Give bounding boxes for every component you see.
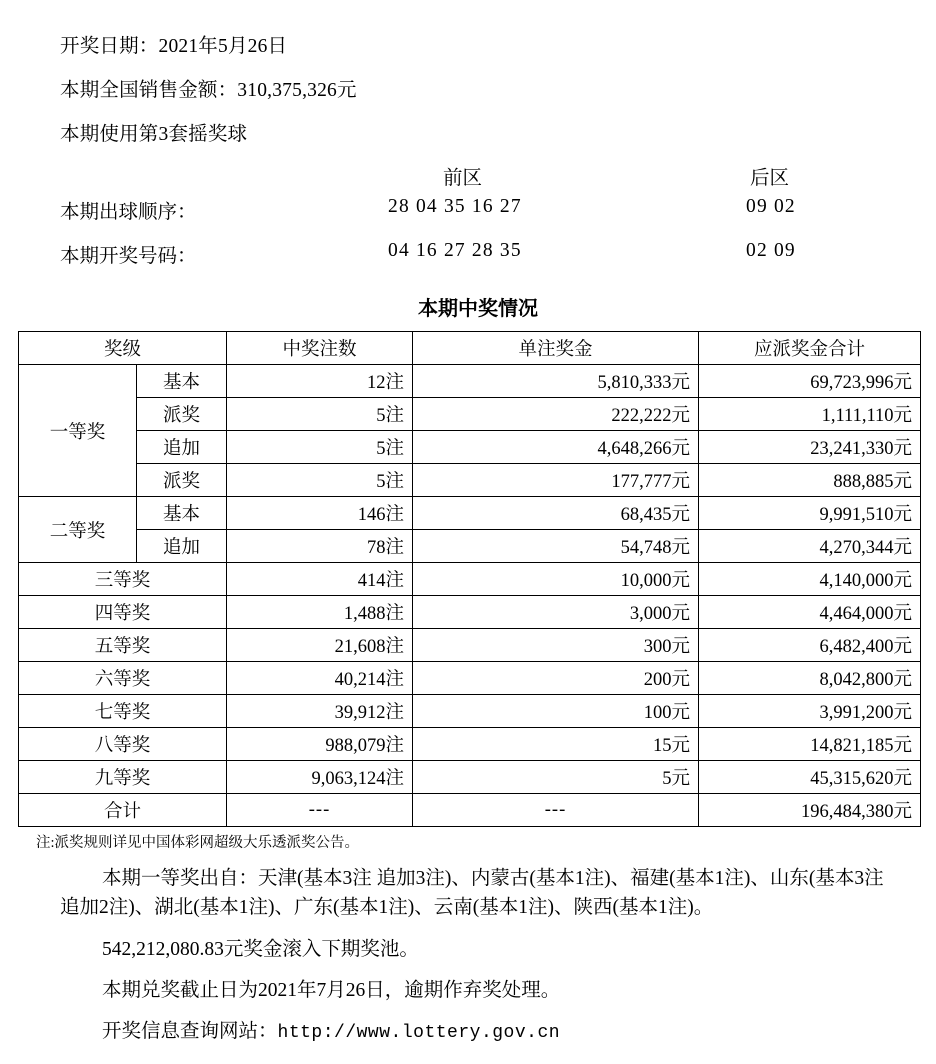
sub-level: 基本 xyxy=(137,497,227,530)
sub-level: 基本 xyxy=(137,365,227,398)
winner-count: 146注 xyxy=(227,497,413,530)
winner-count: 12注 xyxy=(227,365,413,398)
prize-total: 69,723,996元 xyxy=(699,365,921,398)
level-first-prize: 一等奖 xyxy=(19,365,137,497)
prize-each: 3,000元 xyxy=(413,596,699,629)
prize-each: 177,777元 xyxy=(413,464,699,497)
table-row xyxy=(19,761,921,794)
winner-count: 40,214注 xyxy=(227,662,413,695)
level-name: 九等奖 xyxy=(19,761,227,794)
winning-number-back: 02 09 xyxy=(746,240,796,261)
col-header-count: 中奖注数 xyxy=(227,332,413,365)
winner-count: 5注 xyxy=(227,431,413,464)
table-row xyxy=(19,497,921,530)
table-header-row xyxy=(19,332,921,365)
prize-each: 54,748元 xyxy=(413,530,699,563)
table-row xyxy=(19,398,921,431)
prize-total: 196,484,380元 xyxy=(699,794,921,827)
winner-count: 5注 xyxy=(227,464,413,497)
sub-level: 追加 xyxy=(137,431,227,464)
prize-each: 15元 xyxy=(413,728,699,761)
claim-deadline: 本期兑奖截止日为2021年7月26日，逾期作弃奖处理。 xyxy=(102,979,561,1001)
winner-count: 9,063,124注 xyxy=(227,761,413,794)
prize-each: 4,648,266元 xyxy=(413,431,699,464)
level-name: 五等奖 xyxy=(19,629,227,662)
prize-rule-note: 注:派奖规则详见中国体彩网超级大乐透派奖公告。 xyxy=(36,835,360,851)
level-name: 七等奖 xyxy=(19,695,227,728)
table-row xyxy=(19,596,921,629)
prize-total: 23,241,330元 xyxy=(699,431,921,464)
winning-number-front: 04 16 27 28 35 xyxy=(388,240,522,261)
winner-count: 414注 xyxy=(227,563,413,596)
winner-count: 5注 xyxy=(227,398,413,431)
back-zone-label: 后区 xyxy=(750,168,790,189)
first-prize-origin: 本期一等奖出自：天津(基本3注 追加3注)、内蒙古(基本1注)、福建(基本1注)、山东(基本3注 追加2注)、湖北(基本1注)、广东(基本1注)、云南(基本1注)、陕西(基本1注)。 xyxy=(60,868,884,919)
prize-table xyxy=(18,331,921,827)
national-sales-amount: 本期全国销售金额：310,375,326元 xyxy=(60,80,357,101)
prize-total: 8,042,800元 xyxy=(699,662,921,695)
prize-each: 100元 xyxy=(413,695,699,728)
prize-table-title: 本期中奖情况 xyxy=(418,298,538,320)
rollover-amount: 542,212,080.83元奖金滚入下期奖池。 xyxy=(102,938,419,960)
prize-total: 1,111,110元 xyxy=(699,398,921,431)
winner-count: 39,912注 xyxy=(227,695,413,728)
ball-order-label: 本期出球顺序： xyxy=(60,202,197,223)
prize-total: 888,885元 xyxy=(699,464,921,497)
winning-number-label: 本期开奖号码： xyxy=(60,246,197,267)
table-row xyxy=(19,464,921,497)
prize-each: 300元 xyxy=(413,629,699,662)
col-header-level: 奖级 xyxy=(19,332,227,365)
prize-each: 68,435元 xyxy=(413,497,699,530)
draw-date: 开奖日期：2021年5月26日 xyxy=(60,36,288,57)
table-row xyxy=(19,365,921,398)
table-row xyxy=(19,629,921,662)
zone-headers xyxy=(18,162,918,192)
prize-total: 4,140,000元 xyxy=(699,563,921,596)
col-header-total: 应派奖金合计 xyxy=(699,332,921,365)
table-row xyxy=(19,695,921,728)
prize-total: 9,991,510元 xyxy=(699,497,921,530)
level-second-prize: 二等奖 xyxy=(19,497,137,563)
prize-total: 14,821,185元 xyxy=(699,728,921,761)
prize-total: 6,482,400元 xyxy=(699,629,921,662)
table-row xyxy=(19,563,921,596)
ball-order-row xyxy=(18,192,918,236)
prize-each: 5,810,333元 xyxy=(413,365,699,398)
table-row xyxy=(19,530,921,563)
prize-each: --- xyxy=(413,794,699,827)
winner-count: 78注 xyxy=(227,530,413,563)
level-name: 合计 xyxy=(19,794,227,827)
website-label: 开奖信息查询网站： xyxy=(102,1021,278,1042)
ball-order-front: 28 04 35 16 27 xyxy=(388,196,522,217)
official-website-line xyxy=(18,1017,918,1047)
sub-level: 派奖 xyxy=(137,398,227,431)
level-name: 三等奖 xyxy=(19,563,227,596)
prize-each: 200元 xyxy=(413,662,699,695)
prize-each: 5元 xyxy=(413,761,699,794)
sub-level: 追加 xyxy=(137,530,227,563)
table-row xyxy=(19,728,921,761)
winning-number-row xyxy=(18,236,918,280)
prize-total: 3,991,200元 xyxy=(699,695,921,728)
prize-total: 4,270,344元 xyxy=(699,530,921,563)
table-row xyxy=(19,431,921,464)
level-name: 八等奖 xyxy=(19,728,227,761)
level-name: 四等奖 xyxy=(19,596,227,629)
table-row xyxy=(19,662,921,695)
winner-count: 988,079注 xyxy=(227,728,413,761)
col-header-each: 单注奖金 xyxy=(413,332,699,365)
sub-level: 派奖 xyxy=(137,464,227,497)
prize-each: 222,222元 xyxy=(413,398,699,431)
prize-total: 4,464,000元 xyxy=(699,596,921,629)
winner-count: 1,488注 xyxy=(227,596,413,629)
ball-order-back: 09 02 xyxy=(746,196,796,217)
winner-count: --- xyxy=(227,794,413,827)
website-url: http://www.lottery.gov.cn xyxy=(277,1023,561,1043)
winner-count: 21,608注 xyxy=(227,629,413,662)
front-zone-label: 前区 xyxy=(443,168,483,189)
level-name: 六等奖 xyxy=(19,662,227,695)
machine-set: 本期使用第3套摇奖球 xyxy=(60,124,248,145)
prize-each: 10,000元 xyxy=(413,563,699,596)
table-row-total xyxy=(19,794,921,827)
prize-total: 45,315,620元 xyxy=(699,761,921,794)
